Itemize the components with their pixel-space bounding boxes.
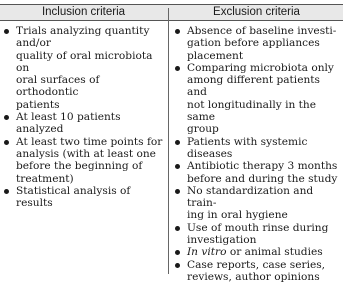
bullet-icon [4, 29, 9, 34]
exclusion-column [171, 25, 343, 283]
bullet-icon [175, 140, 180, 145]
criterion-line: At least 10 patients analyzed [16, 111, 121, 136]
criterion-line: investigation [187, 234, 257, 247]
criterion-line: group [187, 123, 219, 136]
criterion-line: At least two time points for [16, 135, 163, 148]
criterion-line: quality of oral microbiota on [16, 49, 153, 74]
criterion-line: not longitudinally in the same [187, 98, 317, 124]
criterion-line: patients [16, 98, 60, 111]
column-divider [168, 8, 169, 274]
criterion-line: reviews, author opinions [187, 270, 320, 283]
criterion-line: before and during the study [187, 172, 338, 185]
bullet-icon [175, 29, 180, 34]
criterion-line: analysis (with at least one [16, 147, 156, 160]
criterion-line: No standardization and train- [187, 184, 314, 210]
criterion-line: Use of mouth rinse during [187, 221, 329, 234]
header-inclusion: Inclusion criteria [41, 6, 126, 18]
bullet-icon [175, 66, 180, 71]
bullet-icon [175, 226, 180, 231]
bullet-icon [175, 164, 180, 169]
bullet-icon [175, 263, 180, 268]
criterion-line: placement [187, 49, 244, 62]
criterion-line: diseases [187, 147, 233, 160]
exclusion-criterion [171, 136, 343, 161]
criterion-italic-text: In vitro [187, 246, 227, 259]
exclusion-criterion [171, 246, 343, 258]
exclusion-criterion [171, 222, 343, 247]
criterion-line: among different patients and [187, 74, 320, 99]
inclusion-column [0, 25, 165, 209]
exclusion-criterion [171, 185, 343, 222]
bullet-icon [175, 250, 180, 255]
criterion-line: Statistical analysis of results [16, 184, 131, 210]
exclusion-criterion [171, 25, 343, 62]
bullet-icon [4, 189, 9, 194]
inclusion-criterion [0, 136, 165, 185]
criterion-line: ing in oral hygiene [187, 209, 288, 222]
table-header-row [0, 4, 343, 21]
header-exclusion: Exclusion criteria [213, 6, 300, 18]
exclusion-criterion [171, 160, 343, 185]
criterion-line: oral surfaces of orthodontic [16, 74, 100, 99]
bullet-icon [175, 189, 180, 194]
criterion-line: before the beginning of [16, 160, 143, 173]
criterion-line: gation before appliances [187, 37, 320, 50]
criterion-line: Antibiotic therapy 3 months [187, 160, 338, 173]
bullet-icon [4, 115, 9, 120]
bullet-icon [4, 140, 9, 145]
exclusion-criterion [171, 259, 343, 283]
criterion-line: In vitro or animal studies [187, 246, 323, 259]
criterion-line: treatment) [16, 172, 74, 185]
criterion-line: Comparing microbiota only [187, 61, 334, 74]
inclusion-criterion [0, 185, 165, 210]
criterion-line: Absence of baseline investi- [187, 25, 337, 37]
criterion-line: Trials analyzing quantity and/or [16, 25, 150, 50]
criterion-line: Case reports, case series, [187, 258, 326, 271]
criterion-line: Patients with systemic [187, 135, 308, 148]
inclusion-criterion [0, 111, 165, 136]
exclusion-criterion [171, 62, 343, 136]
inclusion-criterion [0, 25, 165, 111]
